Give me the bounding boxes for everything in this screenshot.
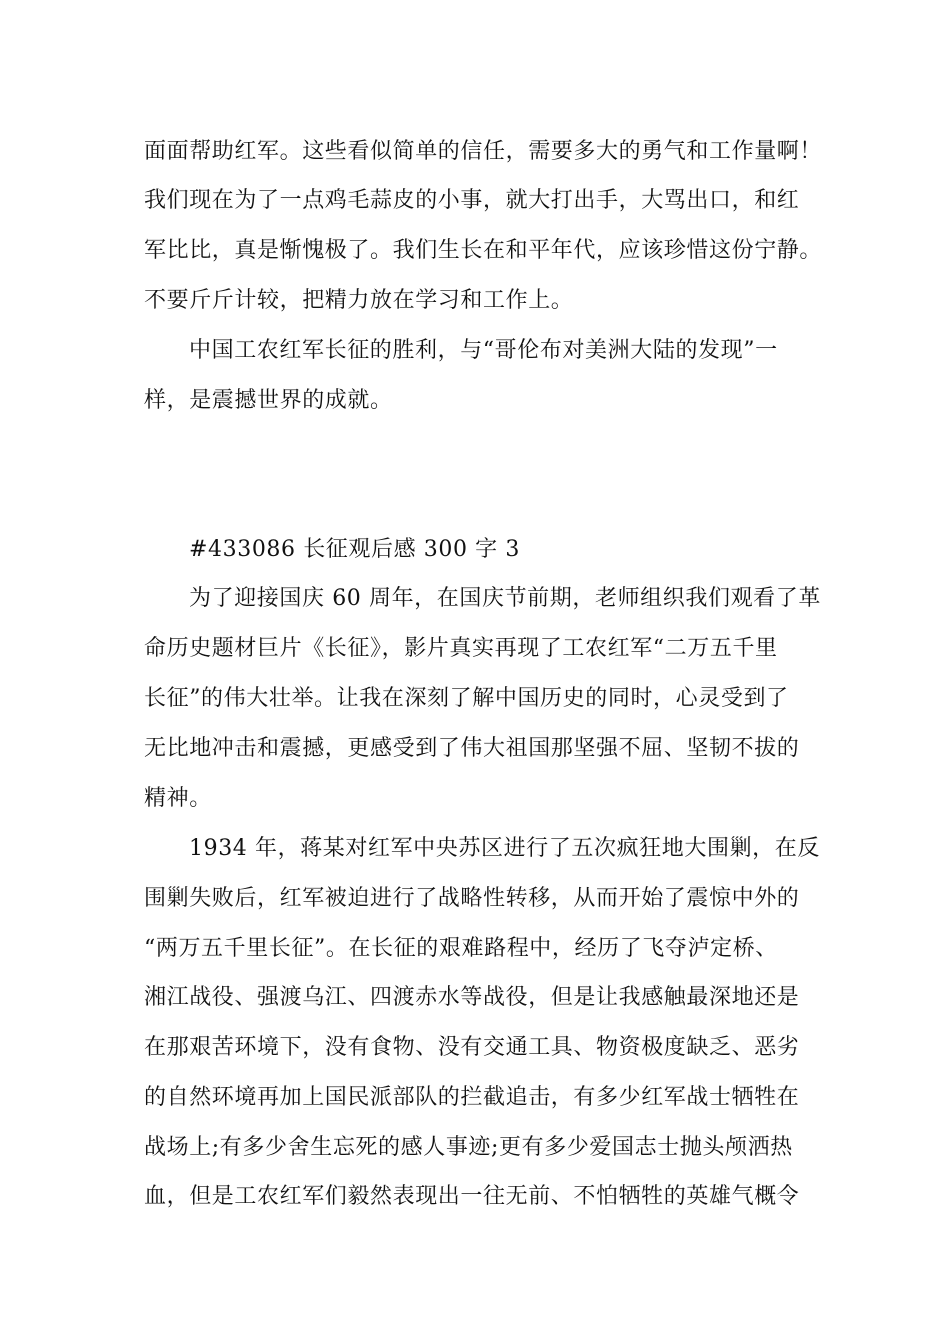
paragraph-line: 样，是震撼世界的成就。 <box>144 388 393 413</box>
section-heading: #433086 长征观后感 300 字 3 <box>189 537 520 562</box>
paragraph-line: 精神。 <box>144 786 212 811</box>
paragraph-line: 1934 年，蒋某对红军中央苏区进行了五次疯狂地大围剿，在反 <box>189 836 820 861</box>
paragraph-line: 围剿失败后，红军被迫进行了战略性转移，从而开始了震惊中外的 <box>144 886 800 911</box>
paragraph-line: “两万五千里长征”。在长征的艰难路程中，经历了飞夺泸定桥、 <box>144 936 778 961</box>
paragraph-line: 我们现在为了一点鸡毛蒜皮的小事，就大打出手，大骂出口，和红 <box>144 188 800 213</box>
paragraph-line: 无比地冲击和震撼，更感受到了伟大祖国那坚强不屈、坚韧不拔的 <box>144 736 800 761</box>
paragraph-line: 为了迎接国庆 60 周年，在国庆节前期，老师组织我们观看了革 <box>189 586 821 611</box>
paragraph-line: 血，但是工农红军们毅然表现出一往无前、不怕牺牲的英雄气概令 <box>144 1184 800 1209</box>
paragraph-line: 长征”的伟大壮举。让我在深刻了解中国历史的同时，心灵受到了 <box>144 686 789 711</box>
paragraph-line: 在那艰苦环境下，没有食物、没有交通工具、物资极度缺乏、恶劣 <box>144 1035 800 1060</box>
paragraph-line: 湘江战役、强渡乌江、四渡赤水等战役，但是让我感触最深地还是 <box>144 985 800 1010</box>
paragraph-line: 的自然环境再加上国民派部队的拦截追击，有多少红军战士牺牲在 <box>144 1085 800 1110</box>
paragraph-line: 面面帮助红军。这些看似简单的信任，需要多大的勇气和工作量啊！ <box>144 139 823 164</box>
paragraph-line: 不要斤斤计较，把精力放在学习和工作上。 <box>144 288 574 313</box>
paragraph-line: 军比比，真是惭愧极了。我们生长在和平年代，应该珍惜这份宁静。 <box>144 238 823 263</box>
paragraph-line: 命历史题材巨片《长征》，影片真实再现了工农红军“二万五千里 <box>144 636 778 661</box>
paragraph-line: 中国工农红军长征的胜利，与“哥伦布对美洲大陆的发现”一 <box>189 338 778 363</box>
paragraph-line: 战场上;有多少舍生忘死的感人事迹;更有多少爱国志士抛头颅洒热 <box>144 1135 793 1160</box>
